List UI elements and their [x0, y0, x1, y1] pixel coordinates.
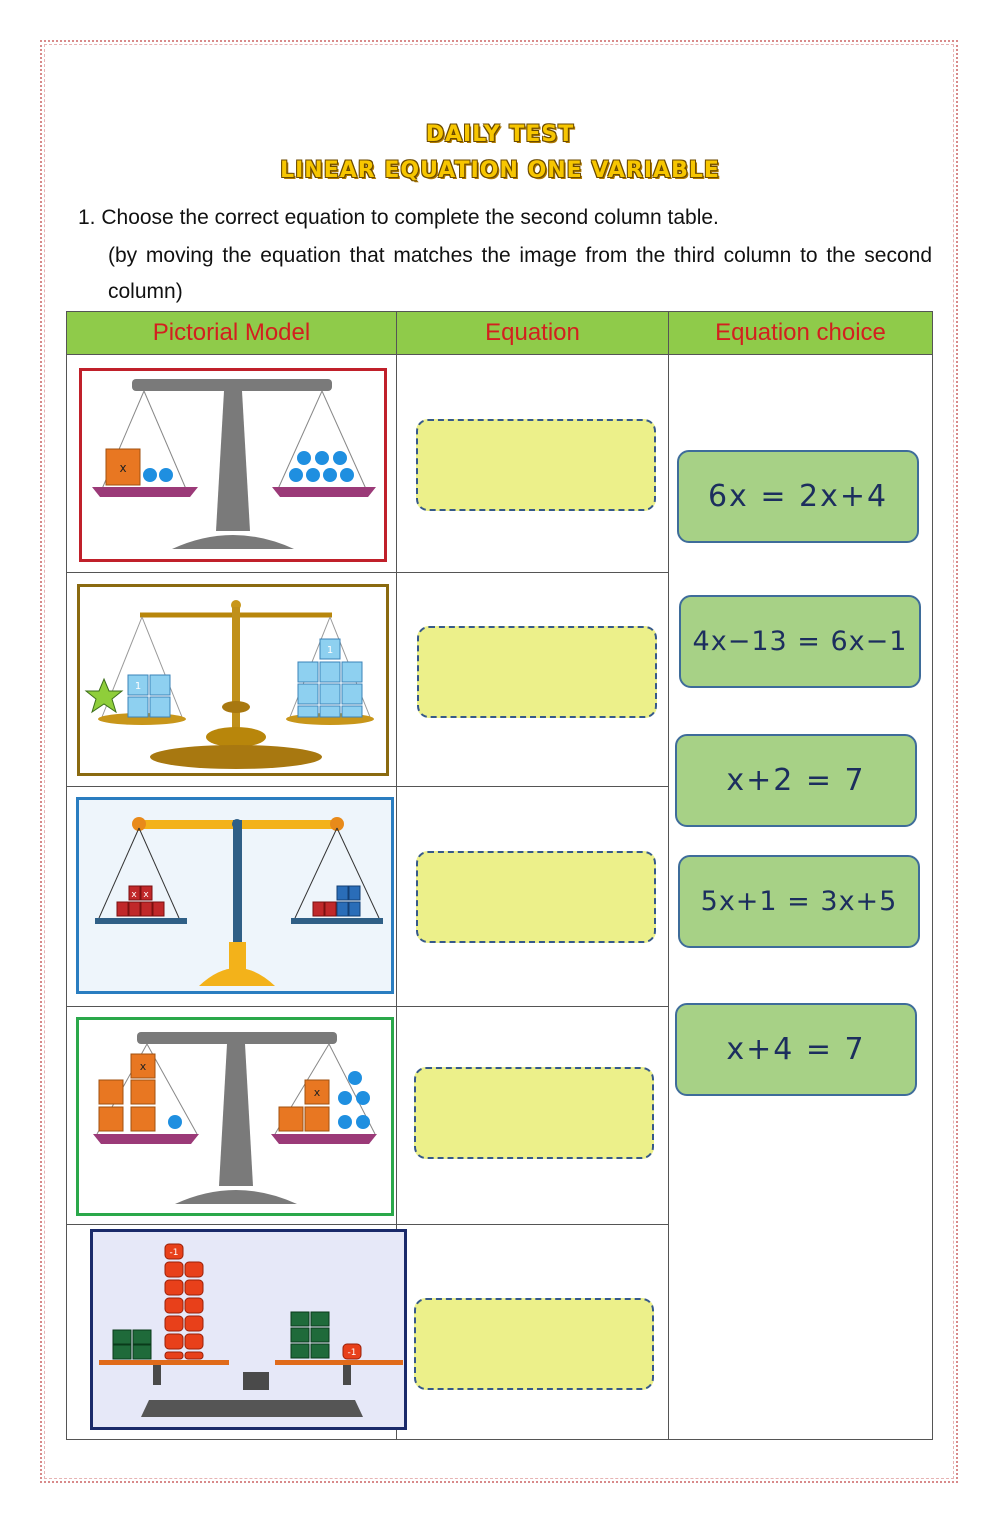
- table-row: [67, 355, 933, 573]
- choice-chip-1[interactable]: 6x = 2x+4: [677, 450, 919, 543]
- balance-image-5: [90, 1229, 407, 1430]
- tile-label: 1: [326, 645, 334, 656]
- choice-chip-4[interactable]: 5x+1 = 3x+5: [678, 855, 920, 948]
- instruction-line-2: (by moving the equation that matches the image from the third column to the second column): [108, 244, 932, 303]
- balance-image-4: [76, 1017, 394, 1216]
- balance-scale-5: [93, 1232, 404, 1427]
- drop-zone-4[interactable]: [414, 1067, 654, 1159]
- balance-image-1: [79, 368, 387, 562]
- model-cell-4: [67, 1007, 397, 1225]
- tile-label: -1: [347, 1348, 357, 1358]
- tile-label: x: [131, 890, 137, 900]
- choice-chip-3[interactable]: x+2 = 7: [675, 734, 917, 827]
- drop-zone-1[interactable]: [416, 419, 656, 511]
- drop-zone-5[interactable]: [414, 1298, 654, 1390]
- balance-scale-2: [80, 587, 386, 773]
- choice-chip-5[interactable]: x+4 = 7: [675, 1003, 917, 1096]
- balance-scale-1: [82, 371, 384, 559]
- tile-label: x: [313, 1086, 321, 1099]
- page-title: DAILY TEST: [425, 122, 575, 147]
- answer-cell-4: [397, 1007, 669, 1225]
- balance-image-2: [77, 584, 389, 776]
- answer-cell-3: [397, 787, 669, 1007]
- tile-label: x: [143, 890, 149, 900]
- tile-label: 1: [134, 681, 142, 692]
- answer-cell-1: [397, 355, 669, 573]
- column-header-equation: Equation: [397, 312, 669, 355]
- matching-table: [66, 311, 933, 1440]
- choice-chip-2[interactable]: 4x−13 = 6x−1: [679, 595, 921, 688]
- drop-zone-2[interactable]: [417, 626, 657, 718]
- page-subtitle: LINEAR EQUATION ONE VARIABLE: [280, 158, 720, 183]
- model-cell-1: [67, 355, 397, 573]
- balance-image-3: [76, 797, 394, 994]
- column-header-pictorial-model: Pictorial Model: [67, 312, 397, 355]
- drop-zone-3[interactable]: [416, 851, 656, 943]
- answer-cell-5: [397, 1225, 669, 1440]
- tile-label: -1: [169, 1248, 179, 1258]
- tile-label: x: [139, 1060, 147, 1073]
- model-cell-2: [67, 573, 397, 787]
- model-cell-5: [67, 1225, 397, 1440]
- balance-scale-3: [79, 800, 391, 991]
- choices-cell: [669, 355, 933, 1440]
- instruction-line-1: 1. Choose the correct equation to complete the second column table.: [78, 206, 719, 229]
- balance-scale-4: [79, 1020, 391, 1213]
- table-header-row: [67, 312, 933, 355]
- model-cell-3: [67, 787, 397, 1007]
- answer-cell-2: [397, 573, 669, 787]
- column-header-equation-choice: Equation choice: [669, 312, 933, 355]
- tile-label: x: [119, 461, 127, 475]
